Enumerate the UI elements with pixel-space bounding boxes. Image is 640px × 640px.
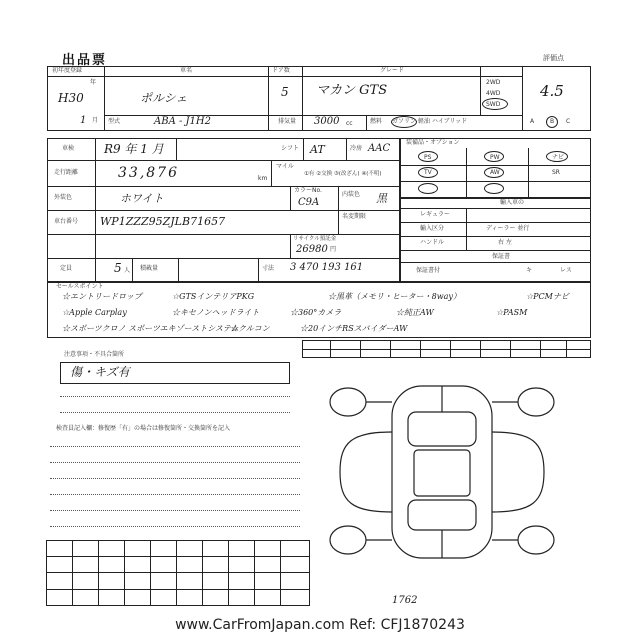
year-label: 年 <box>90 79 97 86</box>
mileage-value: 33,876 <box>118 165 179 181</box>
recycle-value: 26980 <box>296 244 328 255</box>
int-grade-b: B <box>550 118 555 125</box>
year-value: H30 <box>58 91 84 105</box>
load-label: 積載量 <box>140 265 159 272</box>
history-title: 保証書 <box>492 253 511 260</box>
shift-value: AT <box>310 143 325 156</box>
name-change-label: 名変期限 <box>342 213 367 220</box>
wheel-front-right <box>518 388 554 416</box>
car-rear-window <box>408 500 476 530</box>
maker-value: ポルシェ <box>140 91 188 105</box>
import-row-3-value: 右 左 <box>498 239 512 246</box>
type-label: 型式 <box>108 118 121 125</box>
displacement-unit: cc <box>346 120 353 127</box>
notes-instructions: 検査員記入欄：修復歴「有」の場合は修復箇所・交換箇所を記入 <box>56 425 231 432</box>
type-value: ABA - J1H2 <box>154 116 211 127</box>
car-right-side <box>492 432 544 512</box>
sales-point-1: ☆エントリードロップ <box>62 292 142 301</box>
ac-value: AAC <box>368 143 391 154</box>
bottom-left-grid <box>46 540 310 606</box>
score-value: 4.5 <box>540 82 564 100</box>
shift-label: シフト <box>281 145 300 152</box>
equip-pw: PW <box>490 154 500 161</box>
sales-point-6: ☆キセノンヘッドライト <box>172 308 260 317</box>
sheet-title: 出品票 <box>62 53 108 68</box>
grade-box-label: 評価点 <box>543 54 564 62</box>
import-row-3: ハンドル <box>420 239 445 246</box>
equip-tv: TV <box>424 169 432 176</box>
color-code-label: カラーNo. <box>294 187 322 194</box>
drive-swd: SWD <box>486 101 501 108</box>
capacity-value: 5 <box>114 261 122 275</box>
doors-label: ドア数 <box>272 67 290 74</box>
sales-point-9: ☆PASM <box>496 308 528 317</box>
sales-point-7: ☆360°カメラ <box>290 308 342 317</box>
interior-color-label: 内装色 <box>342 191 361 198</box>
wheel-front-left <box>330 388 366 416</box>
mileage-unit: km <box>258 175 268 182</box>
watermark: www.CarFromJapan.com Ref: CFJ1870243 <box>175 617 465 633</box>
equip-ps: PS <box>424 154 432 161</box>
sales-point-8: ☆純正AW <box>396 308 434 317</box>
drive-circle <box>482 98 508 110</box>
sales-point-10: ☆スポーツクロノ スポーツエキゾーストシステム <box>62 324 239 333</box>
exterior-label: 外装色 <box>54 194 73 201</box>
fuel-options: ガソリン 軽油 ハイブリッド <box>392 118 468 125</box>
chassis-label: 車台番号 <box>54 218 79 225</box>
first-reg-label: 初年度登録 <box>52 67 83 74</box>
capacity-label: 定員 <box>60 265 73 272</box>
color-code-value: C9A <box>298 197 320 208</box>
import-title: 輸入車の <box>500 199 525 206</box>
car-diagram <box>322 372 562 572</box>
recycle-unit: 円 <box>330 246 337 253</box>
wheel-rear-right <box>518 526 554 554</box>
doors-value: 5 <box>281 85 289 99</box>
sales-point-2: ☆GTSインテリアPKG <box>172 292 255 301</box>
size-values: 3 470 193 161 <box>290 262 364 273</box>
mile-options: ①有 ②交換 ③(改ざん) ④(不明) <box>304 171 382 177</box>
notes-title: 注意事項・不具合箇所 <box>64 351 125 358</box>
fuel-circle <box>391 116 417 128</box>
sales-points-label: セールスポイント <box>56 283 104 290</box>
inspection-value: R9 年 1 月 <box>104 142 164 156</box>
import-row-2-value: ディーラー 並行 <box>486 225 530 232</box>
equip-aw: AW <box>490 169 500 176</box>
import-row-1: レギュラー <box>420 211 451 218</box>
drive-2wd: 2WD <box>486 79 501 86</box>
mile-label: マイル <box>276 163 294 170</box>
grade-value: マカン GTS <box>316 83 388 98</box>
notes-value: 傷・キズ有 <box>70 365 130 379</box>
ac-label: 冷房 <box>350 145 363 152</box>
sales-point-11: ☆クルコン <box>230 324 270 333</box>
sales-point-12: ☆20インチRSスパイダーAW <box>300 324 408 333</box>
sales-point-5: ☆Apple Carplay <box>62 308 127 317</box>
capacity-unit: 人 <box>124 267 131 274</box>
grade-label: グレード <box>380 67 405 74</box>
fuel-label: 燃料 <box>370 118 383 125</box>
drive-4wd: 4WD <box>486 90 501 97</box>
month-label: 月 <box>92 117 99 124</box>
color-value: ホワイト <box>120 192 164 205</box>
mileage-label: 走行距離 <box>54 169 79 176</box>
equipment-title: 装備品・オプション <box>406 139 460 146</box>
int-grade-circle <box>546 116 558 128</box>
car-windshield <box>408 412 476 446</box>
history-value-1: 保証書付 <box>416 267 441 274</box>
interior-color-value: 黒 <box>376 192 387 205</box>
car-roof <box>414 450 470 496</box>
stamp-number: 1762 <box>392 595 418 606</box>
import-row-2: 輸入区分 <box>420 225 445 232</box>
history-value-2: キ <box>526 267 533 274</box>
history-value-3: レス <box>560 267 572 274</box>
car-left-side <box>340 432 392 512</box>
wheel-rear-left <box>330 526 366 554</box>
displacement-label: 排気量 <box>278 118 297 125</box>
maker-label: 車名 <box>180 67 193 74</box>
recycle-label: リサイクル預託金 <box>293 236 337 242</box>
chassis-value: WP1ZZZ95ZJLB71657 <box>100 215 226 228</box>
month-value: 1 <box>80 115 87 126</box>
size-label: 寸法 <box>262 265 275 272</box>
equip-navi: ナビ <box>552 154 565 161</box>
displacement-value: 3000 <box>314 116 340 127</box>
sales-point-3: ☆黒革（メモリ・ヒーター・8way） <box>328 292 461 301</box>
sales-point-4: ☆PCMナビ <box>526 292 569 301</box>
equip-sr: SR <box>552 169 560 176</box>
int-grade-c: C <box>566 118 571 125</box>
inspection-label: 車検 <box>62 145 75 152</box>
int-grade-a: A <box>530 118 535 125</box>
